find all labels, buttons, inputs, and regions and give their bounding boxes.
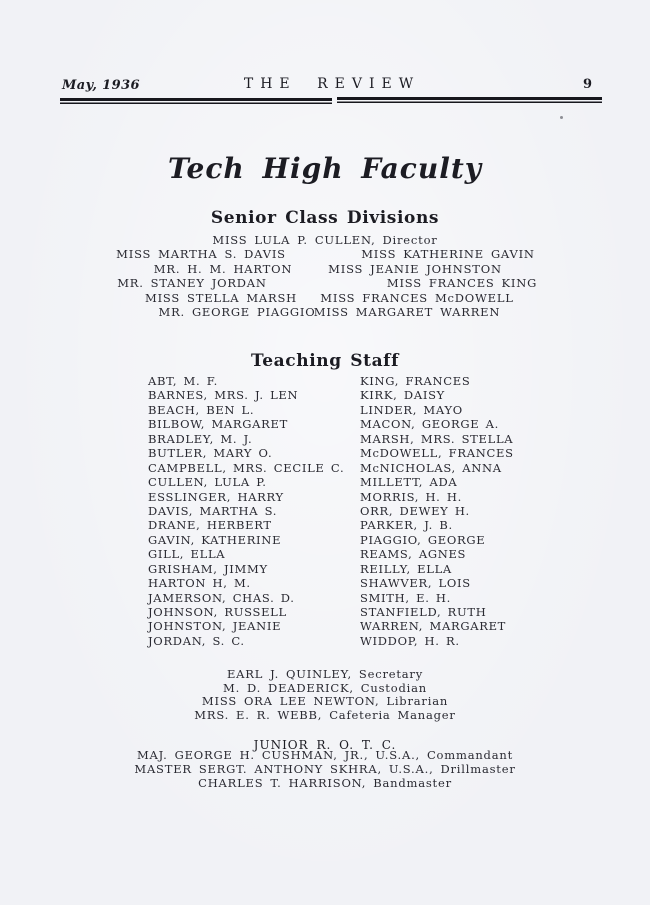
header-rule bbox=[60, 97, 602, 106]
staff-entry: LINDER, MAYO bbox=[360, 402, 463, 417]
staff-entry: GRISHAM, JIMMY bbox=[148, 561, 268, 576]
teaching-staff-list bbox=[148, 374, 610, 648]
staff-entry: REILLY, ELLA bbox=[360, 561, 452, 576]
page-number: 9 bbox=[582, 77, 592, 92]
senior-divisions-heading: Senior Class Divisions bbox=[210, 208, 440, 228]
faculty-name: MISS STELLA MARSH bbox=[145, 290, 297, 305]
teaching-staff-left-column bbox=[148, 374, 360, 648]
staff-entry: SMITH, E. H. bbox=[360, 590, 451, 605]
staff-entry: SHAWVER, LOIS bbox=[360, 576, 471, 591]
faculty-name: MR. GEORGE PIAGGIO bbox=[158, 305, 316, 319]
staff-entry: BEACH, BEN L. bbox=[148, 402, 255, 417]
staff-entry: STANFIELD, RUTH bbox=[360, 605, 487, 619]
staff-entry: GAVIN, KATHERINE bbox=[148, 532, 282, 547]
issue-date: May, 1936 bbox=[62, 78, 140, 93]
staff-entry: CAMPBELL, MRS. CECILE C. bbox=[148, 460, 345, 475]
senior-division-row bbox=[55, 262, 595, 277]
article-title: Tech High Faculty bbox=[167, 152, 483, 185]
staff-entry: MACON, GEORGE A. bbox=[360, 417, 500, 432]
senior-divisions-list bbox=[55, 247, 595, 320]
print-speck bbox=[560, 116, 563, 119]
admin-entry: MISS ORA LEE NEWTON, Librarian bbox=[201, 694, 449, 708]
director-line: MISS LULA P. CULLEN, Director bbox=[212, 233, 438, 247]
staff-entry: CULLEN, LULA P. bbox=[148, 475, 267, 490]
senior-division-row bbox=[55, 247, 595, 262]
senior-division-row bbox=[55, 276, 595, 291]
header-rule-left-segment bbox=[60, 98, 332, 105]
staff-entry: ORR, DEWEY H. bbox=[360, 503, 470, 518]
faculty-name: MISS MARTHA S. DAVIS bbox=[116, 247, 286, 261]
staff-entry: McNICHOLAS, ANNA bbox=[360, 460, 502, 475]
faculty-name: MISS JEANIE JOHNSTON bbox=[328, 261, 502, 276]
staff-entry: MARSH, MRS. STELLA bbox=[360, 431, 514, 446]
staff-entry: WARREN, MARGARET bbox=[360, 619, 507, 634]
staff-entry: JOHNSON, RUSSELL bbox=[148, 605, 287, 619]
staff-entry: GILL, ELLA bbox=[148, 547, 226, 562]
staff-entry: PARKER, J. B. bbox=[360, 518, 453, 533]
faculty-name: MISS KATHERINE GAVIN bbox=[361, 247, 535, 261]
staff-entry: BILBOW, MARGARET bbox=[148, 417, 288, 432]
staff-entry: DRANE, HERBERT bbox=[148, 518, 272, 533]
faculty-name: MR. STANEY JORDAN bbox=[117, 276, 267, 290]
staff-entry: ESSLINGER, HARRY bbox=[148, 489, 284, 504]
staff-entry: JAMERSON, CHAS. D. bbox=[148, 590, 295, 605]
staff-entry: KIRK, DAISY bbox=[360, 388, 445, 403]
faculty-name: MR. H. M. HARTON bbox=[153, 261, 293, 276]
staff-entry: REAMS, AGNES bbox=[360, 547, 467, 562]
rotc-members bbox=[0, 748, 650, 790]
magazine-title: THE REVIEW bbox=[243, 76, 421, 92]
staff-entry: BARNES, MRS. J. LEN bbox=[148, 388, 299, 403]
page-header bbox=[62, 76, 602, 94]
staff-entry: JOHNSTON, JEANIE bbox=[148, 619, 282, 634]
admin-entry: M. D. DEADERICK, Custodian bbox=[223, 680, 427, 695]
faculty-name: MISS FRANCES KING bbox=[386, 276, 538, 290]
staff-entry: KING, FRANCES bbox=[360, 374, 471, 388]
teaching-staff-right-column bbox=[360, 374, 514, 648]
admin-entry: MRS. E. R. WEBB, Cafeteria Manager bbox=[194, 707, 456, 722]
staff-entry: BRADLEY, M. J. bbox=[148, 431, 253, 446]
senior-division-row bbox=[55, 291, 595, 306]
teaching-staff-heading: Teaching Staff bbox=[250, 351, 400, 371]
staff-entry: MILLETT, ADA bbox=[360, 475, 458, 490]
admin-entry: EARL J. QUINLEY, Secretary bbox=[226, 667, 424, 681]
rotc-entry: MAJ. GEORGE H. CUSHMAN, JR., U.S.A., Commandant bbox=[136, 748, 514, 762]
staff-entry: PIAGGIO, GEORGE bbox=[360, 532, 486, 547]
staff-entry: McDOWELL, FRANCES bbox=[360, 446, 514, 461]
rotc-entry: CHARLES T. HARRISON, Bandmaster bbox=[198, 776, 452, 790]
staff-entry: BUTLER, MARY O. bbox=[148, 446, 273, 461]
faculty-name: MISS FRANCES McDOWELL bbox=[320, 290, 514, 305]
rotc-heading: JUNIOR R. O. T. C. bbox=[253, 738, 397, 752]
staff-entry: JORDAN, S. C. bbox=[148, 633, 245, 648]
staff-entry: HARTON H, M. bbox=[148, 576, 251, 591]
staff-entry: MORRIS, H. H. bbox=[360, 489, 462, 504]
header-rule-right-segment bbox=[337, 97, 602, 104]
staff-entry: WIDDOP, H. R. bbox=[360, 633, 460, 648]
administration-section bbox=[0, 668, 650, 722]
staff-entry: ABT, M. F. bbox=[148, 374, 218, 388]
staff-entry: DAVIS, MARTHA S. bbox=[148, 503, 278, 518]
senior-division-row bbox=[55, 305, 595, 320]
faculty-name: MISS MARGARET WARREN bbox=[313, 305, 501, 319]
rotc-entry: MASTER SERGT. ANTHONY SKHRA, U.S.A., Drillmaster bbox=[134, 762, 516, 776]
